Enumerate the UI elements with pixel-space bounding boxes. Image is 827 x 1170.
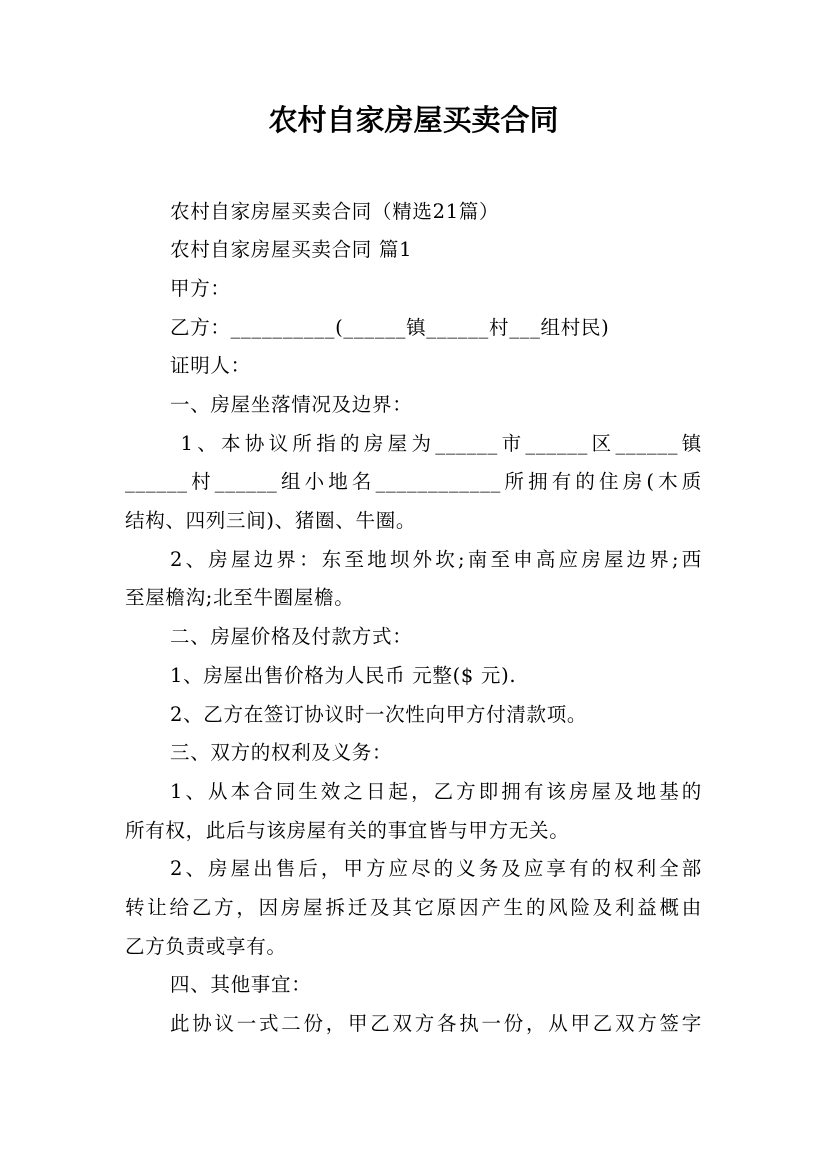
paragraph-line: 2、乙方在签订协议时一次性向甲方付清款项。	[170, 703, 588, 726]
paragraph-line: 1、本协议所指的房屋为______市______区______镇	[170, 432, 702, 455]
paragraph-line: 乙方负责或享有。	[125, 935, 287, 958]
clause-heading: 一、房屋坐落情况及边界：	[170, 393, 413, 416]
paragraph-line: 至屋檐沟;北至牛圈屋檐。	[125, 586, 355, 609]
clause-heading: 三、双方的权利及义务：	[170, 741, 393, 764]
paragraph-line: 2、房屋边界：东至地坝外坎;南至申高应房屋边界;西	[170, 548, 702, 571]
document-title: 农村自家房屋买卖合同	[268, 103, 559, 137]
party-a-line: 甲方：	[170, 277, 231, 300]
paragraph-line: 结构、四列三间)、猪圈、牛圈。	[125, 509, 417, 532]
paragraph-line: 2、房屋出售后，甲方应尽的义务及应享有的权利全部	[170, 857, 702, 880]
party-b-line: 乙方：__________(______镇______村___组村民)	[170, 316, 610, 339]
clause-heading: 二、房屋价格及付款方式：	[170, 625, 413, 648]
document-subtitle: 农村自家房屋买卖合同（精选21篇）	[170, 200, 500, 223]
paragraph-line: 1、房屋出售价格为人民币 元整($ 元).	[170, 664, 517, 687]
paragraph-line: 1、从本合同生效之日起，乙方即拥有该房屋及地基的	[170, 780, 702, 803]
clause-heading: 四、其他事宜：	[170, 973, 312, 996]
paragraph-line: 此协议一式二份，甲乙双方各执一份，从甲乙双方签字	[170, 1012, 702, 1035]
witness-line: 证明人：	[170, 354, 251, 377]
paragraph-line: 转让给乙方，因房屋拆迁及其它原因产生的风险及利益概由	[125, 896, 702, 919]
paragraph-line: 所有权，此后与该房屋有关的事宜皆与甲方无关。	[125, 819, 570, 842]
section-heading: 农村自家房屋买卖合同 篇1	[170, 238, 413, 261]
paragraph-line: ______村______组小地名____________所拥有的住房(木质	[125, 470, 702, 493]
